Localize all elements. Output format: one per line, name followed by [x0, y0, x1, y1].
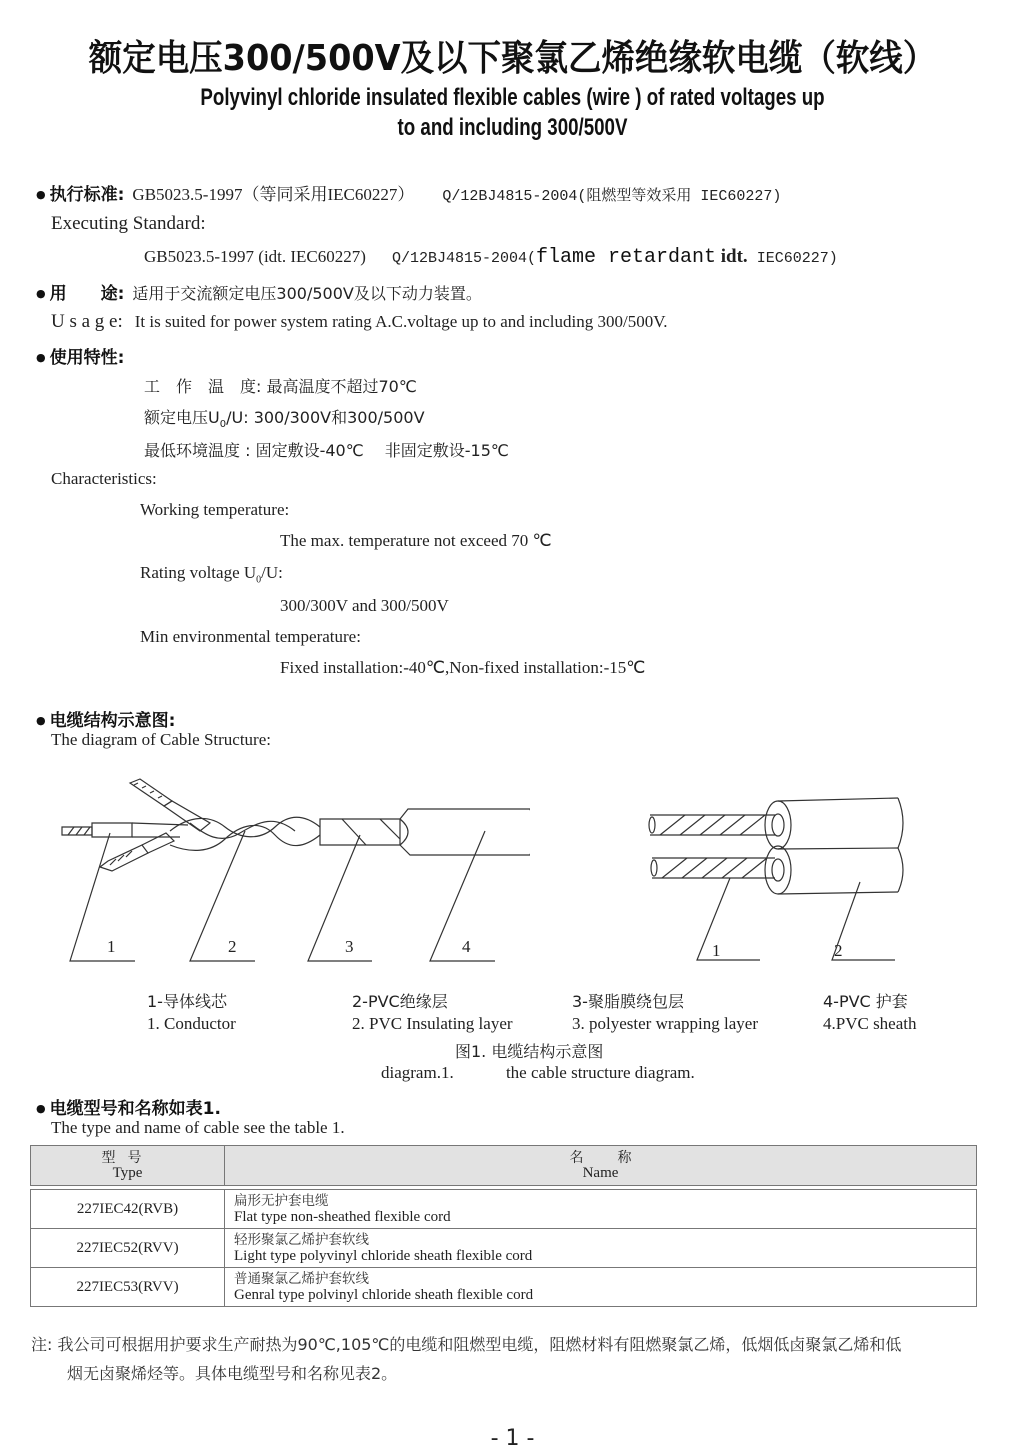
note-line-1: 注: 我公司可根据用护要求生产耐热为90℃,105℃的电缆和阻燃型电缆，阻燃材料有阻燃聚氯乙烯，低烟低卤聚氯乙烯和低	[31, 1335, 902, 1354]
types-label-cn: ● 电缆型号和名称如表1.	[36, 1094, 221, 1119]
usage-label-en: U s a g e:	[51, 311, 123, 332]
insulation-bottom	[765, 846, 903, 894]
char-cn-min-temp-value: 固定敷设-40℃ 非固定敷设-15℃	[255, 441, 509, 460]
diagram-label-en: The diagram of Cable Structure:	[51, 730, 271, 749]
characteristics-label-en: Characteristics:	[51, 469, 157, 488]
cell-name-en: Light type polyvinyl chloride sheath flexible cord	[234, 1248, 533, 1264]
standard-label-cn: ● 执行标准:	[36, 185, 124, 205]
types-label-en: The type and name of cable see the table 1.	[51, 1118, 345, 1137]
cell-name-en: Flat type non-sheathed flexible cord	[234, 1209, 451, 1225]
usage-value-cn: 适用于交流额定电压300/500V及以下动力装置。	[132, 284, 482, 303]
label-end: /U:	[226, 408, 249, 427]
sheath	[400, 809, 530, 855]
header-type	[31, 1146, 225, 1186]
cell-type: 227IEC52(RVV)	[31, 1229, 225, 1268]
callout-2: 2	[834, 941, 843, 960]
legend-4-en: 4.PVC sheath	[823, 1014, 917, 1033]
note-line-2: 烟无卤聚烯烃等。具体电缆型号和名称见表2。	[67, 1364, 398, 1383]
cable-structure-diagram-multicore	[60, 775, 530, 975]
callout-3: 3	[345, 937, 354, 956]
callout-1: 1	[712, 941, 721, 960]
cell-name-cn: 扁形无护套电缆	[234, 1193, 329, 1209]
callout-leaders	[70, 831, 495, 961]
table-row	[31, 1268, 977, 1307]
cell-type: 227IEC53(RVV)	[31, 1268, 225, 1307]
page-title-cn: 额定电压300/500V及以下聚氯乙烯绝缘软电缆（软线）	[88, 38, 937, 79]
legend-2-en: 2. PVC Insulating layer	[352, 1014, 513, 1033]
cable-table-header	[30, 1145, 977, 1186]
page-number: - 1 -	[490, 1426, 535, 1451]
usage-value-en: It is suited for power system rating A.C.voltage up to and including 300/500V.	[134, 312, 668, 331]
wrapping-layer	[320, 819, 400, 845]
legend-3-cn: 3-聚脂膜绕包层	[572, 992, 684, 1011]
cell-name	[225, 1190, 977, 1229]
char-en-min-temp-value: Fixed installation:-40℃,Non-fixed installation:-15℃	[280, 658, 646, 677]
standard-value-cn-1: GB5023.5-1997（等同采用IEC60227）	[132, 185, 415, 204]
caption-prefix: diagram.1.	[381, 1063, 454, 1082]
callout-leaders	[697, 878, 895, 960]
page-title-en-line2: to and including 300/500V	[397, 114, 628, 141]
conductor-top	[649, 815, 775, 835]
legend-1-en: 1. Conductor	[147, 1014, 236, 1033]
char-cn-working-temp	[144, 374, 417, 397]
standard-value-en-1: GB5023.5-1997 (idt. IEC60227)	[144, 247, 366, 266]
char-en-working-temp-label: Working temperature:	[140, 500, 290, 519]
callout-4: 4	[462, 937, 471, 956]
char-en-min-temp-label: Min environmental temperature:	[140, 627, 361, 646]
table-row	[31, 1190, 977, 1229]
core-middle	[62, 823, 188, 837]
standard-value-en-idt: idt.	[716, 246, 748, 267]
char-cn-min-temp	[144, 438, 509, 461]
core-bottom	[100, 833, 174, 871]
char-cn-min-temp-label: 最低环境温度 :	[144, 441, 251, 460]
callout-2: 2	[228, 937, 237, 956]
header-name	[225, 1146, 977, 1186]
characteristics-label-cn: ● 使用特性:	[36, 343, 124, 368]
standard-value-cn-2: Q/12BJ4815-2004(阻燃型等效采用 IEC60227)	[442, 188, 782, 205]
char-cn-working-temp-value: 最高温度不超过70℃	[266, 377, 417, 396]
standard-value-en-flame: flame retardant	[535, 246, 716, 269]
cell-name-cn: 轻形聚氯乙烯护套软线	[234, 1232, 369, 1248]
char-en-rating-voltage-value: 300/300V and 300/500V	[280, 596, 449, 615]
callout-1: 1	[107, 937, 116, 956]
diagram-caption-en	[381, 1063, 695, 1083]
standard-cn-row	[36, 180, 781, 205]
insulation-top	[765, 798, 903, 849]
char-en-rating-voltage-label	[140, 563, 283, 585]
usage-label-cn: ● 用 途:	[36, 284, 124, 304]
standard-label-en: Executing Standard:	[51, 213, 206, 234]
label-main: Rating voltage U	[140, 563, 257, 582]
char-cn-rated-voltage-value: 300/300V和300/500V	[253, 408, 425, 427]
label-sub: 0	[256, 574, 262, 586]
caption-text: the cable structure diagram.	[505, 1063, 695, 1082]
legend-3-en: 3. polyester wrapping layer	[572, 1014, 758, 1033]
cell-name	[225, 1268, 977, 1307]
char-en-working-temp-value: The max. temperature not exceed 70 ℃	[280, 531, 552, 550]
diagram-label-cn: ● 电缆结构示意图:	[36, 706, 175, 731]
standard-en-row	[144, 246, 838, 269]
cell-name	[225, 1229, 977, 1268]
legend-2-cn: 2-PVC绝缘层	[352, 992, 448, 1011]
legend-1-cn: 1-导体线芯	[147, 992, 227, 1011]
cell-type: 227IEC42(RVB)	[31, 1190, 225, 1229]
table-header-row	[31, 1146, 977, 1186]
label-sub: 0	[219, 419, 227, 431]
header-type-cn: 型号	[101, 1149, 154, 1166]
header-name-en: Name	[582, 1164, 619, 1181]
cell-name-en: Genral type polvinyl chloride sheath flexible cord	[234, 1287, 534, 1303]
usage-en-row	[51, 311, 668, 333]
twisted-cores	[170, 817, 320, 850]
diagram-caption-cn: 图1. 电缆结构示意图	[455, 1042, 604, 1061]
label-main: 额定电压U	[144, 408, 220, 427]
cable-structure-diagram-flat	[640, 790, 910, 970]
char-cn-rated-voltage-label	[144, 408, 249, 431]
legend-4-cn: 4-PVC 护套	[823, 992, 908, 1011]
label-end: /U:	[261, 563, 283, 582]
page-title-en-line1: Polyvinyl chloride insulated flexible cables (wire ) of rated voltages up	[200, 84, 825, 111]
cell-name-cn: 普通聚氯乙烯护套软线	[234, 1271, 369, 1287]
header-type-en: Type	[112, 1164, 143, 1181]
standard-value-en-code: Q/12BJ4815-2004(	[391, 250, 536, 267]
header-name-cn: 名称	[569, 1149, 666, 1166]
table-row	[31, 1229, 977, 1268]
char-cn-rated-voltage	[144, 405, 425, 430]
standard-value-en-end: IEC60227)	[747, 250, 838, 267]
char-cn-working-temp-label: 工 作 温 度:	[144, 377, 262, 396]
conductor-bottom	[651, 858, 775, 878]
usage-cn-row	[36, 279, 482, 304]
cable-table	[30, 1189, 977, 1307]
